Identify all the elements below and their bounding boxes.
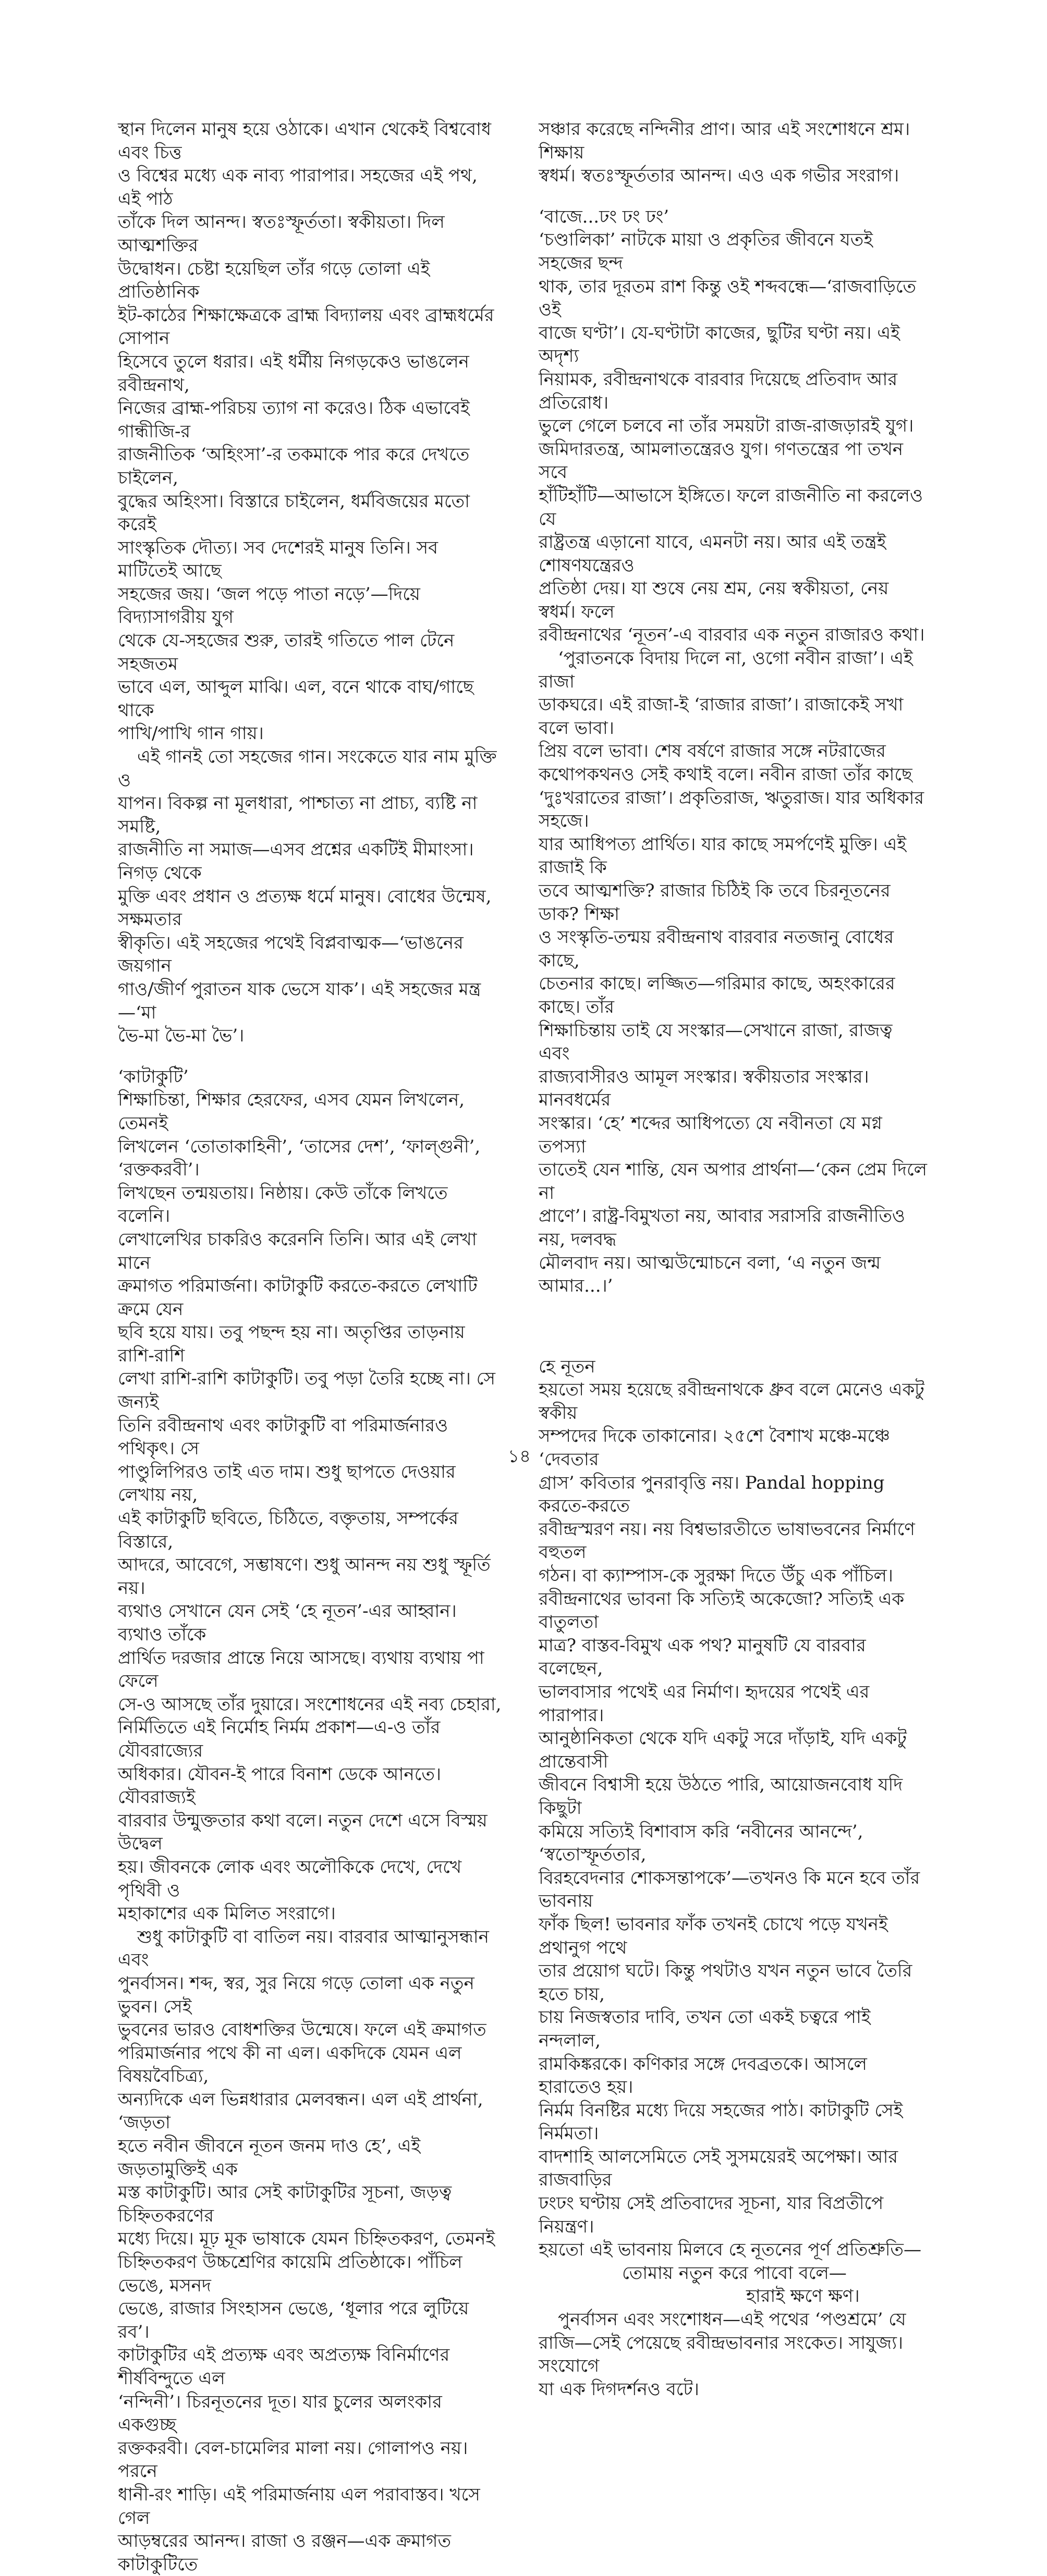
text-line: হিসেবে তুলে ধরার। এই ধর্মীয় নিগড়কেও ভাঙলেন রবীন্দ্রনাথ,: [118, 351, 469, 396]
text-line: কাটাকুটির এই প্রত্যক্ষ এবং অপ্রত্যক্ষ বিনির্মাণের শীর্ষবিন্দুতে এল: [118, 2345, 450, 2389]
text-line: শুধু কাটাকুটি বা বাতিল নয়। বারবার আত্মানুসন্ধান এবং: [118, 1926, 489, 1971]
text-line: পাণ্ডুলিপিরও তাই এত দাম। শুধু ছাপতে দেওয়ার লেখায় নয়,: [118, 1461, 456, 1506]
paragraph: [539, 118, 927, 188]
section: [539, 118, 927, 188]
text-line: আনুষ্ঠানিকতা থেকে যদি একটু সরে দাঁড়াই, যদি একটু প্রান্তেবাসী: [539, 1728, 907, 1772]
text-line: মধ্যে দিয়ে। মূঢ় মূক ভাষাকে যেমন চিহ্নিতকরণ, তেমনই: [118, 2228, 495, 2250]
text-line: থেকে যে-সহজের শুরু, তারই গতিতে পাল টেনে সহজতম: [118, 630, 455, 674]
text-line: ভৈ-মা ভৈ-মা ভৈ’।: [118, 1025, 245, 1047]
text-line: ও সংস্কৃতি-তন্ময় রবীন্দ্রনাথ বারবার নতজানু বোধের কাছে,: [539, 927, 894, 971]
text-line: মাত্র? বাস্তব-বিমুখ এক পথ? মানুষটি যে বারবার বলেছেন,: [539, 1635, 866, 1679]
text-line: পুনর্বাসন এবং সংশোধন—এই পথের ‘পণ্ডশ্রমে’ যে: [558, 2309, 906, 2330]
text-line: লেখা রাশি-রাশি কাটাকুটি। তবু পড়া তৈরি হচ্ছে না। সে জন্যই: [118, 1368, 495, 1413]
text-line: ক্রমাগত পরিমার্জনা। কাটাকুটি করতে-করতে লেখাটি ক্রমে যেন: [118, 1275, 478, 1320]
text-line: চিহ্নিতকরণ উচ্চশ্রেণির কায়েমি প্রতিষ্ঠাকে। পাঁচিল ভেঙে, মসনদ: [118, 2252, 462, 2296]
text-line: রাজ্যবাসীরও আমূল সংস্কার। স্বকীয়তার সংস্কার। মানবধর্মের: [539, 1066, 869, 1111]
text-line: জীবনে বিশ্বাসী হয়ে উঠতে পারি, আয়োজনবোধ যদি কিছুটা: [539, 1774, 903, 1819]
text-line: সে-ও আসছে তাঁর দুয়ারে। সংশোধনের এই নব্য চেহারা,: [118, 1694, 502, 1715]
text-line: ভেঙে, রাজার সিংহাসন ভেঙে, ‘ধূলার পরে লুটিয়ে রব’।: [118, 2298, 469, 2342]
text-line: ফাঁক ছিল! ভাবনার ফাঁক তখনই চোখে পড়ে যখনই প্রথানুগ পথে: [539, 1913, 888, 1958]
text-line: যা এক দিগদর্শনও বটে।: [539, 2378, 699, 2400]
paragraph: [539, 1378, 927, 2262]
text-line: হতে নবীন জীবনে নূতন জনম দাও হে’, এই জড়তামুক্তিই এক: [118, 2136, 421, 2180]
text-line: মহাকাশের এক মিলিত সংরাগে।: [118, 1903, 336, 1924]
text-line: অধিকার। যৌবন-ই পারে বিনাশ ডেকে আনতে। যৌবরাজ্যই: [118, 1763, 442, 1808]
paragraph: [539, 2308, 927, 2401]
text-line: পুনর্বাসন। শব্দ, স্বর, সুর নিয়ে গড়ে তোলা এক নতুন ভুবন। সেই: [118, 1972, 474, 2017]
text-line: উদ্বোধন। চেষ্টা হয়েছিল তাঁর গড়ে তোলা এই প্রাতিষ্ঠানিক: [118, 258, 430, 303]
text-line: তার প্রয়োগ ঘটে। কিন্তু পথটাও যখন নতুন ভাবে তৈরি হতে চায়,: [539, 1960, 912, 2005]
page-number: ১৪: [507, 1446, 531, 1467]
text-line: প্রতিষ্ঠা দেয়। যা শুষে নেয় শ্রম, নেয় স্বকীয়তা, নেয় স্বধর্ম। ফলে: [539, 578, 889, 622]
text-line: নিয়ামক, রবীন্দ্রনাথকে বারবার দিয়েছে প্রতিবাদ আর প্রতিরোধ।: [539, 369, 898, 413]
text-line: আদরে, আবেগে, সম্ভাষণে। শুধু আনন্দ নয় শুধু স্ফূর্তি নয়।: [118, 1554, 491, 1599]
text-line: রাজি—সেই পেয়েছে রবীন্দ্রভাবনার সংকেত। সাযুজ্য। সংযোগে: [539, 2332, 904, 2377]
text-line: শিক্ষাচিন্তায় তাই যে সংস্কার—সেখানে রাজা, রাজত্ব এবং: [539, 1020, 893, 1064]
paragraph: [118, 1088, 502, 1925]
paragraph: [118, 745, 502, 1048]
section-heading: হে নূতন: [539, 1356, 595, 1377]
verse: [539, 2262, 927, 2308]
text-line: সাংস্কৃতিক দৌত্য। সব দেশেরই মানুষ তিনি। সব মাটিতেই আছে: [118, 537, 439, 582]
paragraph: [118, 1925, 502, 2576]
text-line: রবীন্দ্রস্মরণ নয়। নয় বিশ্বভারতীতে ভাষাভবনের নির্মাণে বহুতল: [539, 1518, 915, 1563]
text-line: পাখি/পাখি গান গায়।: [118, 723, 264, 744]
verse-line: তোমায় নতুন করে পাবো বলে—: [622, 2262, 847, 2284]
text-line: তবে আত্মশক্তি? রাজার চিঠিই কি তবে চিরনূতনের ডাক? শিক্ষা: [539, 880, 891, 925]
text-line: নিজের ব্রাহ্ম-পরিচয় ত্যাগ না করেও। ঠিক এভাবেই গান্ধীজি-র: [118, 398, 470, 442]
text-line: ধানী-রং শাড়ি। এই পরিমার্জনায় এল পরাবাস্তব। খসে গেল: [118, 2484, 480, 2529]
text-line: সম্পদের দিকে তাকানোর। ২৫শে বৈশাখ মঞ্চে-মঞ্চে ‘দেবতার: [539, 1426, 890, 1470]
section-heading: ‘বাজে...ঢং ঢং ঢং’: [539, 206, 669, 227]
text-line: শিক্ষাচিন্তা, শিক্ষার হেরফের, এসব যেমন লিখলেন, তেমনই: [118, 1089, 465, 1134]
text-line: গ্রাস’ কবিতার পুনরাবৃত্তি নয়। Pandal hopping করতে-করতে: [539, 1472, 885, 1517]
section: [539, 1355, 927, 2401]
text-line: পরিমার্জনার পথে কী না এল। একদিকে যেমন এল বিষয়বৈচিত্র্য,: [118, 2042, 462, 2087]
section: [118, 118, 502, 1048]
text-line: ভুবনের ভারও বোধশক্তির উন্মেষে। ফলে এই ক্রমাগত: [118, 2019, 486, 2041]
text-line: চেতনার কাছে। লজ্জিত—গরিমার কাছে, অহংকারের কাছে। তাঁর: [539, 973, 895, 1017]
text-line: বুদ্ধের অহিংসা। বিস্তারে চাইলেন, ধর্মবিজয়ের মতো করেই: [118, 490, 470, 535]
text-line: লেখালেখির চাকরিও করেননি তিনি। আর এই লেখা মানে: [118, 1229, 477, 1273]
text-line: ব্যথাও সেখানে যেন সেই ‘হে নূতন’-এর আহ্বান। ব্যথাও তাঁকে: [118, 1601, 457, 1645]
text-line: গঠন। বা ক্যাম্পাস-কে সুরক্ষা দিতে উঁচু এক পাঁচিল।: [539, 1565, 893, 1587]
text-line: এই গানই তো সহজের গান। সংকেতে যার নাম মুক্তি ও: [118, 746, 497, 791]
text-line: রবীন্দ্রনাথের ‘নূতন’-এ বারবার এক নতুন রাজারও কথা।: [539, 624, 925, 646]
text-line: গাও/জীর্ণ পুরাতন যাক ভেসে যাক’। এই সহজের মন্ত্র—‘মা: [118, 978, 481, 1023]
text-line: বিরহবেদনার শোকসন্তাপকে’—তখনও কি মনে হবে তাঁর ভাবনায়: [539, 1867, 920, 1912]
text-line: ভালবাসার পথেই এর নির্মাণ। হৃদয়ের পথেই এর পারাপার।: [539, 1682, 870, 1726]
text-line: ভুলে গেলে চলবে না তাঁর সময়টা রাজ-রাজড়ারই যুগ।: [539, 415, 914, 437]
text-line: স্থান দিলেন মানুষ হয়ে ওঠাকে। এখান থেকেই বিশ্ববোধ এবং চিত্ত: [118, 119, 492, 163]
paragraph: [539, 228, 927, 647]
text-line: বারবার উন্মুক্ততার কথা বলে। নতুন দেশে এসে বিস্ময় উদ্বেল: [118, 1810, 488, 1855]
text-line: নির্মিতিতে এই নির্মোহ নির্মম প্রকাশ—এ-ও তাঁর যৌবরাজ্যের: [118, 1717, 441, 1761]
text-line: যাপন। বিকল্প না মূলধারা, পাশ্চাত্য না প্রাচ্য, ব্যষ্টি না সমষ্টি,: [118, 793, 478, 837]
text-line: তাঁকে দিল আনন্দ। স্বতঃস্ফূর্ততা। স্বকীয়তা। দিল আত্মশক্তির: [118, 212, 445, 256]
text-line: রাজনীতিক ‘অহিংসা’-র তকমাকে পার করে দেখতে চাইলেন,: [118, 444, 470, 488]
text-line: যার আধিপত্য প্রার্থিত। যার কাছে সমর্পণেই মুক্তি। এই রাজাই কি: [539, 833, 907, 878]
text-line: হয়তো সময় হয়েছে রবীন্দ্রনাথকে ধ্রুব বলে মেনেও একটু স্বকীয়: [539, 1379, 924, 1424]
text-line: রাজনীতি না সমাজ—এসব প্রশ্নের একটিই মীমাংসা। নিগড় থেকে: [118, 839, 474, 884]
text-line: বাজে ঘণ্টা’। যে-ঘণ্টাটা কাজের, ছুটির ঘণ্টা নয়। এই অদৃশ্য: [539, 322, 900, 367]
text-line: ডাকঘরে। এই রাজা-ই ‘রাজার রাজা’। রাজাকেই সখা বলে ভাবা।: [539, 694, 904, 739]
text-line: প্রার্থিত দরজার প্রান্তে নিয়ে আসছে। ব্যথায় ব্যথায় পা ফেলে: [118, 1647, 484, 1692]
text-line: হয়। জীবনকে লোক এবং অলৌকিকে দেখে, দেখে পৃথিবী ও: [118, 1856, 462, 1901]
text-line: রাষ্ট্রতন্ত্র এড়ানো যাবে, এমনটা নয়। আর এই তন্ত্রই শোষণযন্ত্রেরও: [539, 532, 886, 576]
text-line: মুক্তি এবং প্রধান ও প্রত্যক্ষ ধর্মে মানুষ। বোধের উন্মেষ, সক্ষমতার: [118, 886, 492, 930]
section: [539, 205, 927, 1298]
text-line: চায় নিজস্বতার দাবি, তখন তো একই চত্বরে পাই নন্দলাল,: [539, 2007, 871, 2051]
text-line: আড়ম্বরের আনন্দ। রাজা ও রঞ্জন—এক ক্রমাগত কাটাকুটিতে: [118, 2531, 451, 2575]
text-line: ঢংঢং ঘণ্টায় সেই প্রতিবাদের সূচনা, যার বিপ্রতীপে নিয়ন্ত্রণ।: [539, 2193, 884, 2237]
text-line: সহজের জয়। ‘জল পড়ে পাতা নড়ে’—দিয়ে বিদ্যাসাগরীয় যুগ: [118, 583, 420, 628]
right-column: [539, 118, 927, 2401]
text-line: মৌলবাদ নয়। আত্মউন্মোচনে বলা, ‘এ নতুন জন্ম আমার...।’: [539, 1252, 881, 1297]
text-line: এই কাটাকুটি ছবিতে, চিঠিতে, বক্তৃতায়, সম্পর্কের বিস্তারে,: [118, 1508, 459, 1552]
paragraph: [539, 647, 927, 1298]
text-line: নির্মম বিনষ্টির মধ্যে দিয়ে সহজের পাঠ। কাটাকুটি সেই নির্মমতা।: [539, 2100, 903, 2144]
text-line: লিখলেন ‘তোতাকাহিনী’, ‘তাসের দেশ’, ‘ফাল্গুনী’, ‘রক্তকরবী’।: [118, 1136, 481, 1181]
section: [118, 1065, 502, 2576]
text-line: অন্যদিকে এল ভিন্নধারার মেলবন্ধন। এল এই প্রার্থনা, ‘জড়তা: [118, 2089, 483, 2133]
text-line: কমিয়ে সত্যিই বিশাবাস করি ‘নবীনের আনন্দে’, ‘স্বতোস্ফূর্ততার,: [539, 1821, 863, 1866]
text-line: বাদশাহি আলসেমিতে সেই সুসময়েরই অপেক্ষা। আর রাজবাড়ির: [539, 2146, 898, 2191]
text-line: সঞ্চার করেছে নন্দিনীর প্রাণ। আর এই সংশোধনে শ্রম। শিক্ষায়: [539, 119, 910, 163]
text-line: জমিদারতন্ত্র, আমলাতন্ত্রেরও যুগ। গণতন্ত্রের পা তখন সবে: [539, 438, 904, 483]
section-heading: ‘কাটাকুটি’: [118, 1066, 189, 1087]
text-line: ‘চণ্ডালিকা’ নাটকে মায়া ও প্রকৃতির জীবনে যতই সহজের ছন্দ: [539, 229, 873, 274]
text-line: রবীন্দ্রনাথের ভাবনা কি সত্যিই অকেজো? সত্যিই এক বাতুলতা: [539, 1588, 905, 1633]
text-line: তিনি রবীন্দ্রনাথ এবং কাটাকুটি বা পরিমার্জনারও পথিকৃৎ। সে: [118, 1415, 448, 1459]
text-line: তাতেই যেন শান্তি, যেন অপার প্রার্থনা—‘কেন প্রেম দিলে না: [539, 1159, 927, 1204]
text-line: ‘নন্দিনী’। চিরনূতনের দূত। যার চুলের অলংকার একগুচ্ছ: [118, 2391, 442, 2436]
text-line: প্রিয় বলে ভাবা। শেষ বর্ষণে রাজার সঙ্গে নটরাজের: [539, 741, 886, 762]
paragraph: [118, 118, 502, 745]
text-line: থাক, তার দূরতম রাশ কিন্তু ওই শব্দবন্ধে—‘রাজবাড়িতে ওই: [539, 276, 916, 321]
text-line: ইট-কাঠের শিক্ষাক্ষেত্রকে ব্রাহ্ম বিদ্যালয় এবং ব্রাহ্মধর্মের সোপান: [118, 304, 494, 349]
text-line: হাঁটিহাঁটি—আভাসে ইঙ্গিতে। ফলে রাজনীতি না করলেও যে: [539, 485, 923, 530]
text-line: কথোপকথনও সেই কথাই বলে। নবীন রাজা তাঁর কাছে: [539, 764, 912, 786]
text-line: ও বিশ্বের মধ্যে এক নাব্য পারাপার। সহজের এই পথ, এই পাঠ: [118, 165, 478, 210]
text-line: হয়তো এই ভাবনায় মিলবে হে নূতনের পূর্ণ প্রতিশ্রুতি—: [539, 2239, 921, 2261]
text-line: স্বধর্ম। স্বতঃস্ফূর্ততার আনন্দ। এও এক গভীর সংরাগ।: [539, 165, 899, 187]
text-line: মস্ত কাটাকুটি। আর সেই কাটাকুটির সূচনা, জড়ত্ব চিহ্নিতকরণের: [118, 2182, 452, 2226]
text-line: রামকিঙ্করকে। কণিকার সঙ্গে দেবব্রতকে। আসলে হারাতেও হয়।: [539, 2053, 867, 2098]
left-column: [118, 118, 502, 2576]
text-line: ‘দুঃখরাতের রাজা’। প্রকৃতিরাজ, ঋতুরাজ। যার অধিকার সহজে।: [539, 787, 924, 832]
text-line: লিখছেন তন্ময়তায়। নিষ্ঠায়। কেউ তাঁকে লিখতে বলেনি।: [118, 1182, 448, 1227]
text-line: সংস্কার। ‘হে’ শব্দের আধিপত্যে যে নবীনতা যে মগ্ন তপস্যা: [539, 1112, 882, 1157]
text-line: ভাবে এল, আব্দুল মাঝি। এল, বনে থাকে বাঘ/গাছে থাকে: [118, 677, 474, 721]
text-line: ‘পুরাতনকে বিদায় দিলে না, ওগো নবীন রাজা’। এই রাজা: [539, 648, 913, 692]
text-line: প্রাণে’। রাষ্ট্র-বিমুখতা নয়, আবার সরাসরি রাজনীতিও নয়, দলবদ্ধ: [539, 1206, 905, 1250]
text-line: রক্তকরবী। বেল-চামেলির মালা নয়। গোলাপও নয়। পরনে: [118, 2437, 468, 2482]
text-line: ছবি হয়ে যায়। তবু পছন্দ হয় না। অতৃপ্তির তাড়নায় রাশি-রাশি: [118, 1322, 465, 1366]
verse-line: হারাই ক্ষণে ক্ষণ।: [746, 2286, 860, 2307]
text-line: স্বীকৃতি। এই সহজের পথেই বিপ্লবাত্মক—‘ভাঙনের জয়গান: [118, 932, 464, 977]
